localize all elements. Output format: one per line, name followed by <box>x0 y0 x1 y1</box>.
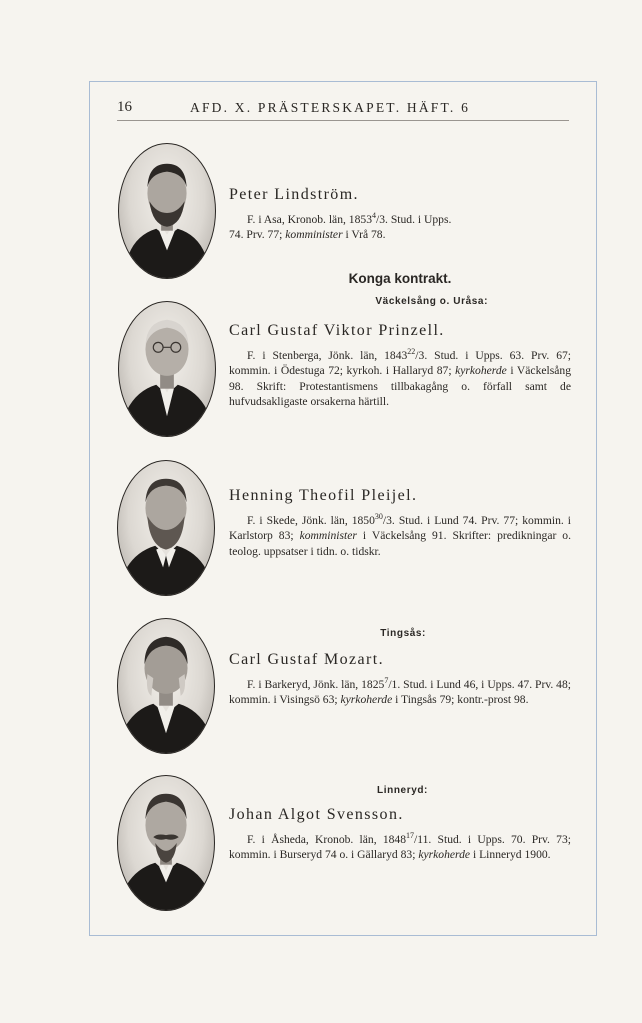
portrait-lindstrom <box>118 143 216 279</box>
entry-bio: F. i Åsheda, Kronob. län, 1848$^{17}$/11. Stud. i Upps. 70. Prv. 73; kommin. i Burseryd 74 o. i Gällaryd 83; kyrkoherde i Linneryd 1900. <box>229 831 571 862</box>
parish-heading: Tingsås: <box>380 628 426 639</box>
running-title: AFD. X. PRÄSTERSKAPET. HÄFT. 6 <box>190 100 471 115</box>
entry-svensson <box>229 806 571 863</box>
page-number: 16 <box>117 99 132 115</box>
entry-mozart <box>229 651 571 708</box>
parish-heading: Väckelsång o. Uråsa: <box>375 296 488 307</box>
entry-bio: F. i Stenberga, Jönk. län, 1843$^{22}$/3. Stud. i Upps. 63. Prv. 67; kommin. i Ödestuga 72; kyrkoh. i Hallaryd 87; kyrkoherde i Väckelsång 98. Skrift: Protestantismens tillbakagång o. förfall samt de hufvudsakligaste orsakerna härtill. <box>229 347 572 409</box>
portrait-prinzell <box>118 301 216 437</box>
entry-name: Carl Gustaf Viktor Prinzell. <box>229 322 445 339</box>
entry-bio: F. i Barkeryd, Jönk. län, 1825$^7$/1. Stud. i Lund 46, i Upps. 47. Prv. 48; kommin. i Visingsö 63; kyrkoherde i Tingsås 79; kontr.-prost 98. <box>229 676 572 707</box>
portrait-svensson <box>117 775 215 911</box>
header-rule <box>117 120 569 121</box>
entry-bio: F. i Skede, Jönk. län, 1850$^{30}$/3. Stud. i Lund 74. Prv. 77; kommin. i Karlstorp 83; komminister i Väckelsång 91. Skrifter: predikningar o. teolog. uppsatser i tidn. o. tidskr. <box>229 512 572 558</box>
entry-name: Henning Theofil Pleijel. <box>229 487 418 504</box>
page-header <box>117 99 569 119</box>
parish-heading: Linneryd: <box>377 785 428 796</box>
entry-name: Peter Lindström. <box>229 186 359 203</box>
entry-lindstrom <box>229 186 571 243</box>
entry-name: Carl Gustaf Mozart. <box>229 651 385 668</box>
entry-prinzell <box>229 322 571 410</box>
section-heading: Konga kontrakt. <box>348 271 452 286</box>
portrait-mozart <box>117 618 215 754</box>
entry-bio: F. i Asa, Kronob. län, 1853$^4$/3. Stud. i Upps. 74. Prv. 77; komminister i Vrå 78. <box>229 211 452 242</box>
entry-name: Johan Algot Svensson. <box>229 806 404 823</box>
entry-pleijel <box>229 487 571 559</box>
portrait-pleijel <box>117 460 215 596</box>
